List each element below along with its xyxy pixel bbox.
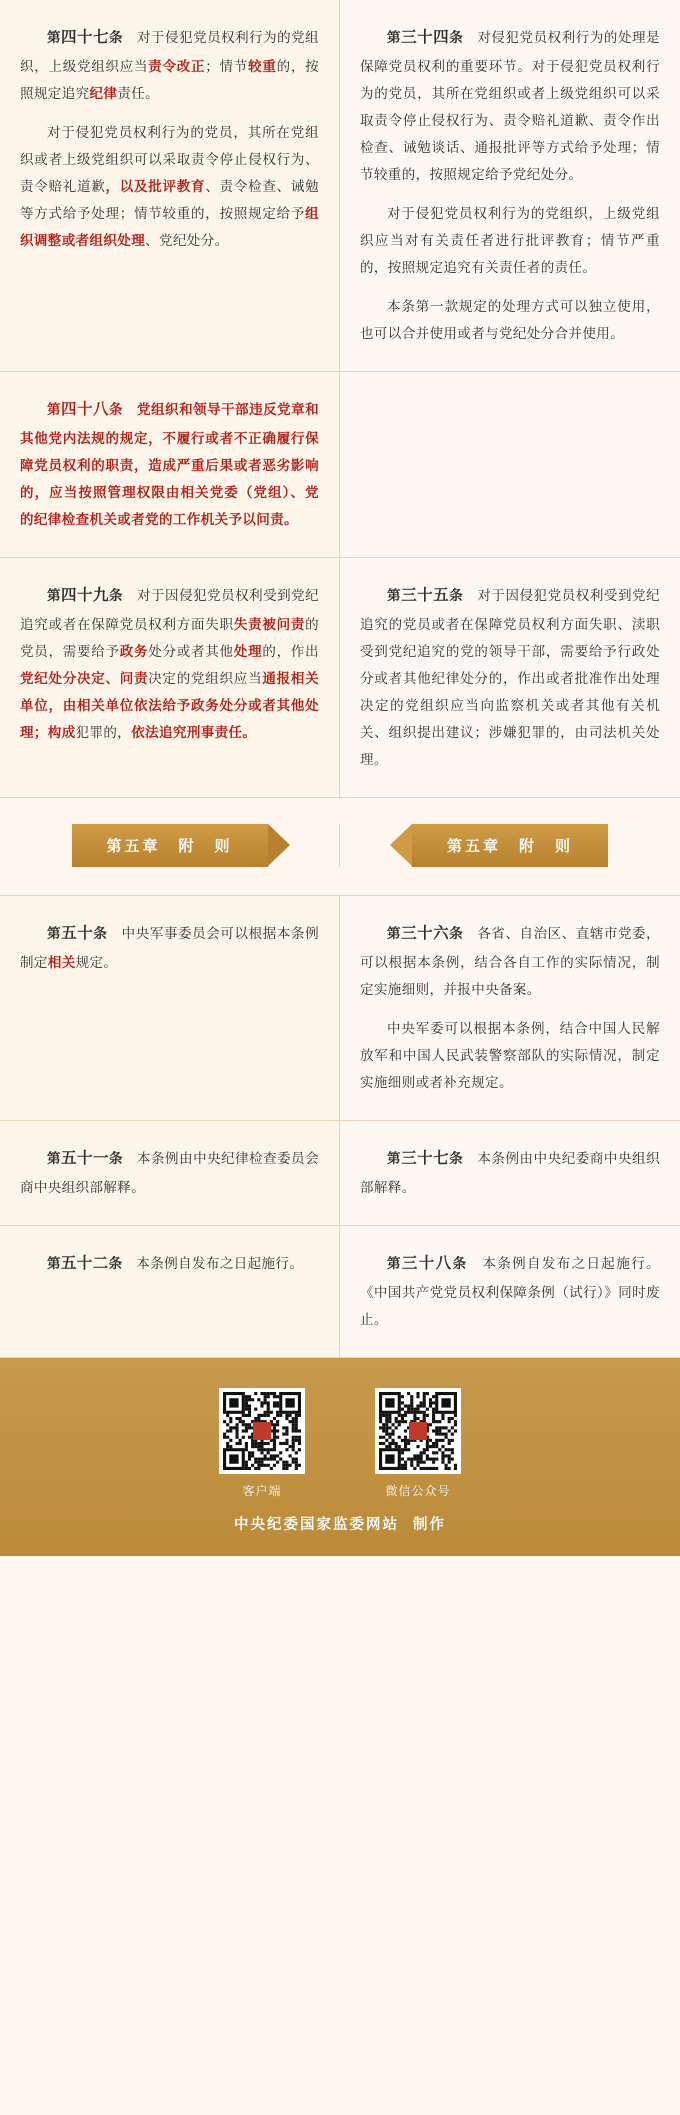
article-number: 第四十九条 [47,587,124,604]
body-text: 本条例自发布之日起施行。《中国共产党党员权利保障条例（试行）》同时废止。 [360,1256,660,1327]
comparison-cell-left [0,558,340,797]
footer-credit-suffix: 制作 [413,1517,446,1533]
body-text: ；情节 [205,59,249,74]
comparison-cell-right [340,896,680,1120]
body-text: 各省、自治区、直辖市党委，可以根据本条例，结合各自工作的实际情况，制定实施细则，并报中央备案。 [360,926,660,997]
paragraph [20,22,319,107]
comparison-section-bottom [0,896,680,1358]
body-text: 对于侵犯党员权利行为的党组织，上级党组织应当 [20,30,320,74]
article-number: 第三十五条 [387,587,464,604]
comparison-row [0,1226,680,1358]
comparison-row [0,558,680,798]
body-text: 对于因侵犯党员权利受到党纪追究的党员或者在保障党员权利方面失职、渎职受到党纪追究的党的领导干部，需要给予行政处分或者其他纪律处分的，作出或者批准作出处理决定的党组织应当向监察机关或者其他有关机关、组织提出建议；涉嫌犯罪的，由司法机关处理。 [360,588,660,767]
paragraph [20,119,319,254]
paragraph [360,1143,660,1201]
paragraph [20,1248,319,1279]
body-text: 对于侵犯党员权利行为的党员，其所在党组织或者上级党组织可以采取责令停止侵权行为、责令赔礼道歉 [20,125,319,194]
highlighted-text: 组织调整或者组织处理 [20,206,319,248]
highlighted-text: 失责被问责 [233,617,306,632]
article-number: 第三十八条 [387,1255,468,1272]
body-text: 对侵犯党员权利行为的处理是保障党员权利的重要环节。对于侵犯党员权利行为的党员，其所在党组织或者上级党组织可以采取责令停止侵权行为、责令赔礼道歉、责令作出检查、诫勉谈话、通报批评等方式给予处理；情节较重的，按照规定给予党纪处分。 [360,30,660,182]
comparison-cell-right [340,372,680,557]
body-text: 处分或者其他 [148,644,234,659]
comparison-cell-right [340,1121,680,1225]
body-text: 、党纪处分。 [145,233,229,248]
qr-wechat[interactable] [375,1388,461,1499]
highlighted-text: 党纪处分决定、问责 [20,671,149,686]
qr-wechat-image [375,1388,461,1474]
page-footer [0,1358,680,1556]
body-text: 决定的党组织应当 [148,671,263,686]
article-number: 第三十六条 [387,925,464,942]
body-text: 责任。 [117,86,160,101]
comparison-cell-left [0,896,340,1120]
body-text: 对于侵犯党员权利行为的党组织，上级党组织应当对有关责任者进行批评教育；情节严重的，按照规定追究有关责任者的责任。 [360,206,660,275]
paragraph [360,22,660,188]
body-text: 的，作出 [262,644,319,659]
comparison-cell-left [0,1121,340,1225]
paragraph [360,1015,660,1096]
comparison-cell-left [0,0,340,371]
qr-app[interactable] [219,1388,305,1499]
body-text: 规定。 [75,955,118,970]
qr-app-label: 客户端 [242,1484,282,1498]
article-number: 第五十二条 [47,1255,123,1272]
body-text: 党组织和领导干部违反党章和其他党内法规的规定，不履行或者不正确履行保障党员权利的职责，造成严重后果或者恶劣影响的，应当按照管理权限由相关党委（党组）、党的纪律检查机关或者党的工作机关予以问责。 [20,402,320,527]
highlighted-text: 较重 [248,59,277,74]
body-text: 、责令检查、诫勉等方式给予处理；情节较重的，按照规定给予 [20,179,319,221]
highlighted-text: 处理 [233,644,263,659]
paragraph [20,580,319,746]
comparison-cell-right [340,0,680,371]
footer-credit-org: 中央纪委国家监委网站 [234,1517,399,1533]
paragraph [360,580,660,773]
body-text: 中央军委可以根据本条例，结合中国人民解放军和中国人民武装警察部队的实际情况，制定实施细则或者补充规定。 [360,1021,660,1090]
paragraph [360,918,660,1003]
article-number: 第五十一条 [47,1150,124,1167]
article-number: 第三十七条 [387,1150,464,1167]
comparison-section-top [0,0,680,798]
paragraph [20,918,319,976]
article-number: 第三十四条 [387,29,464,46]
body-text: 本条第一款规定的处理方式可以独立使用，也可以合并使用或者与党纪处分合并使用。 [360,299,660,341]
qr-wechat-label: 微信公众号 [385,1484,451,1498]
article-number: 第四十七条 [47,29,124,46]
comparison-cell-right [340,558,680,797]
body-text: 中央军事委员会可以根据本条例制定 [20,926,319,970]
body-text: 本条例自发布之日起施行。 [122,1256,304,1271]
paragraph [360,293,660,347]
highlighted-text: 依法追究刑事责任。 [131,725,257,740]
highlighted-text: 通报相关单位，由相关单位依法给予政务处分或者其他处理；构成 [20,671,319,740]
body-text: 的党员，需要给予 [20,617,320,659]
body-text: 本条例由中央纪委商中央组织部解释。 [360,1151,660,1195]
comparison-row [0,0,680,372]
paragraph [360,1248,660,1333]
article-number: 第五十条 [47,925,108,942]
article-number: 第四十八条 [47,401,124,418]
comparison-row [0,1121,680,1226]
paragraph [20,1143,319,1201]
paragraph [360,200,660,281]
body-text: 对于因侵犯党员权利受到党纪追究或者在保障党员权利方面失职 [20,588,320,632]
qr-code-group [0,1388,680,1499]
chapter-banner-left: 第五章 附 则 [72,824,268,867]
highlighted-text: ，以及批评教育 [105,179,206,194]
body-text: 本条例由中央纪律检查委员会商中央组织部解释。 [20,1151,320,1195]
highlighted-text: 相关 [47,955,76,970]
body-text: 犯罪的， [75,725,132,740]
chapter-banner-right: 第五章 附 则 [412,824,608,867]
body-text: 的，按照规定追究 [20,59,319,101]
comparison-cell-left [0,1226,340,1357]
highlighted-text: 纪律 [89,86,118,101]
comparison-row [0,372,680,558]
chapter-banner-left-cell [0,824,340,867]
highlighted-text: 责令改正 [148,59,206,74]
chapter-banner-right-cell [340,824,680,867]
comparison-row [0,896,680,1121]
highlighted-text: 政务 [119,644,149,659]
chapter-banner-row [0,798,680,896]
comparison-cell-right [340,1226,680,1357]
paragraph [20,394,319,533]
comparison-cell-left [0,372,340,557]
qr-app-image [219,1388,305,1474]
footer-credit [0,1513,680,1534]
